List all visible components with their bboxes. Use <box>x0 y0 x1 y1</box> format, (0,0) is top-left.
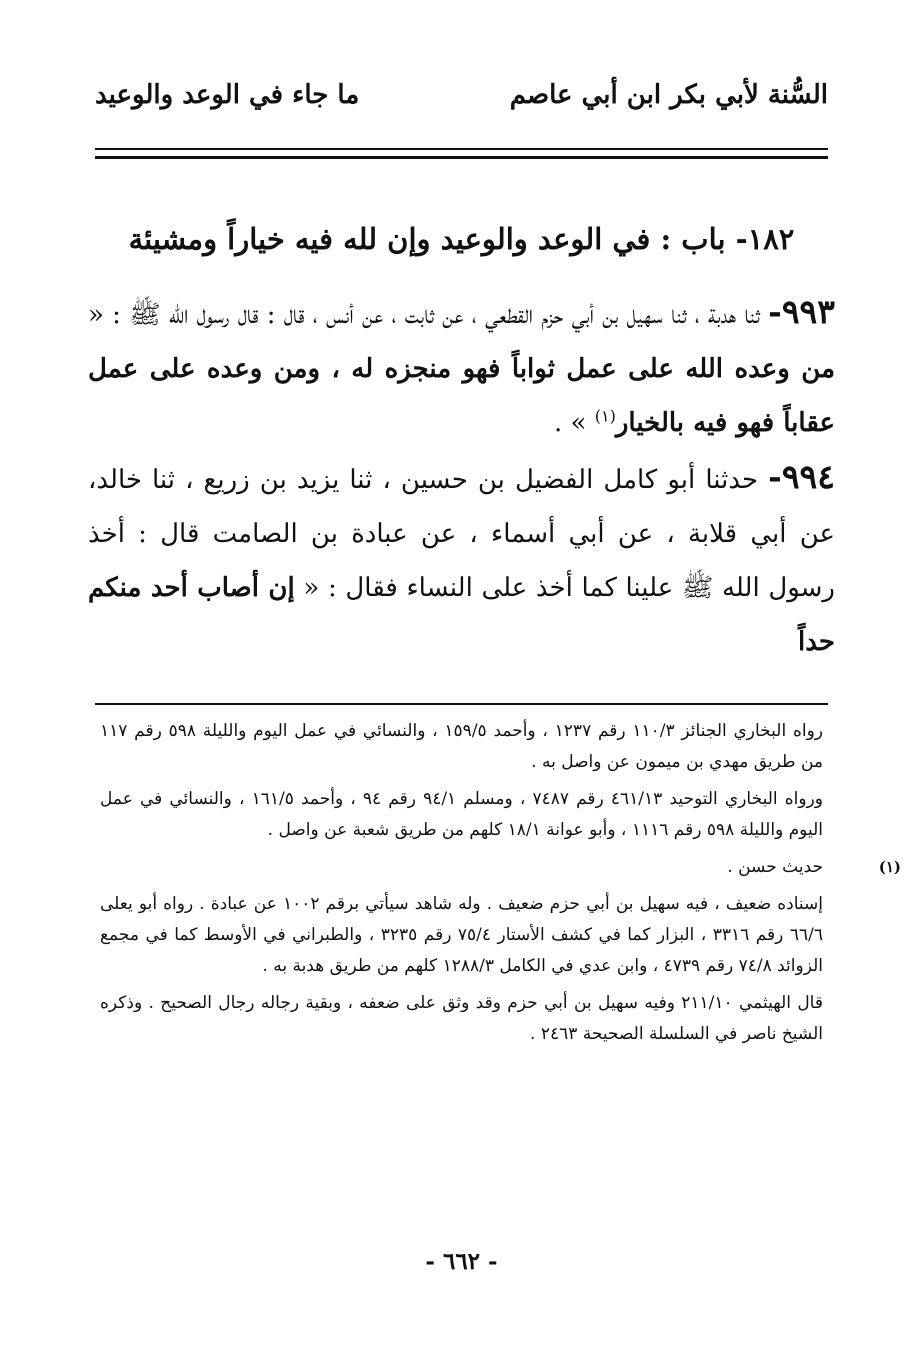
header-rule-thin <box>95 148 828 150</box>
running-header <box>95 80 828 110</box>
hadith-matn: من وعده الله على عمل ثواباً فهو منجزه له ، ومن وعده على عمل عقاباً فهو فيه بالخيار <box>88 354 835 438</box>
footnote-separator <box>95 703 828 705</box>
hadith-closing: » . <box>554 408 595 438</box>
footnote-carryover-2: ورواه البخاري التوحيد ٤٦١/١٣ رقم ٧٤٨٧ ، ومسلم ٩٤/١ رقم ٩٤ ، وأحمد ١٦١/٥ ، والنسائي في عمل اليوم والليلة ٥٩٨ رقم ١١١٦ ، وأبو عوانة ١٨/١ كلهم من طريق شعبة عن واصل . <box>100 789 823 840</box>
hadith-number: ٩٩٣- <box>768 292 835 331</box>
footnote-1-haythami: قال الهيثمي ٢١١/١٠ وفيه سهيل بن أبي حزم وقد وثق على ضعفه ، وبقية رجاله رجال الصحيح . وذكره الشيخ ناصر في السلسلة الصحيحة ٢٤٦٣ . <box>100 993 823 1044</box>
footnote-1-text: حديث حسن . <box>727 857 823 877</box>
book-title: السُّنة لأبي بكر ابن أبي عاصم <box>509 80 828 110</box>
page-number: - ٦٦٢ - <box>425 1248 498 1275</box>
main-text <box>88 285 835 669</box>
footnote-1-isnad: إسناده ضعيف ، فيه سهيل بن أبي حزم ضعيف . وله شاهد سيأتي برقم ١٠٠٢ عن عبادة . رواه أبو يعلى ٦٦/٦ رقم ٣٣١٦ ، البزار كما في كشف الأستار ٧٥/٤ رقم ٣٢٣٥ ، والطبراني في الأوسط كما في مجمع الزوائد ٧٤/٨ رقم ٤٧٣٩ ، وابن عدي في الكامل ١٢٨٨/٣ كلهم من طريق هدبة به . <box>100 894 823 976</box>
hadith-isnad: ثنا هدبة ، ثنا سهيل بن أبي حزم القطعي ، عن ثابت ، عن أنس ، قال : قال رسول الله ﷺ : « <box>88 300 769 330</box>
section-title: ما جاء في الوعد والوعيد <box>95 80 360 110</box>
hadith-993 <box>88 285 835 450</box>
footnote-marker: (١) <box>878 858 901 876</box>
hadith-matn: إن أصاب أحد منكم حداً <box>88 573 835 657</box>
hadith-number: ٩٩٤- <box>768 457 835 496</box>
footnotes <box>100 716 901 1056</box>
footnote-carryover-1: رواه البخاري الجنائز ١١٠/٣ رقم ١٢٣٧ ، وأحمد ١٥٩/٥ ، والنسائي في عمل اليوم والليلة ٥٩٨ رقم ١١٧ من طريق مهدي بن ميمون عن واصل به . <box>100 721 823 772</box>
hadith-isnad: حدثنا أبو كامل الفضيل بن حسين ، ثنا يزيد بن زريع ، ثنا خالد، عن أبي قلابة ، عن أبي أسماء ، عن عبادة بن الصامت قال : أخذ رسول الله ﷺ علينا كما أخذ على النساء فقال : « <box>88 465 835 603</box>
chapter-heading: ١٨٢- باب : في الوعد والوعيد وإن لله فيه خياراً ومشيئة <box>128 222 795 256</box>
hadith-994 <box>88 450 835 669</box>
footnote-1-verdict <box>100 852 901 883</box>
header-rule-thick <box>95 156 828 159</box>
footnote-reference: (١) <box>594 406 616 426</box>
